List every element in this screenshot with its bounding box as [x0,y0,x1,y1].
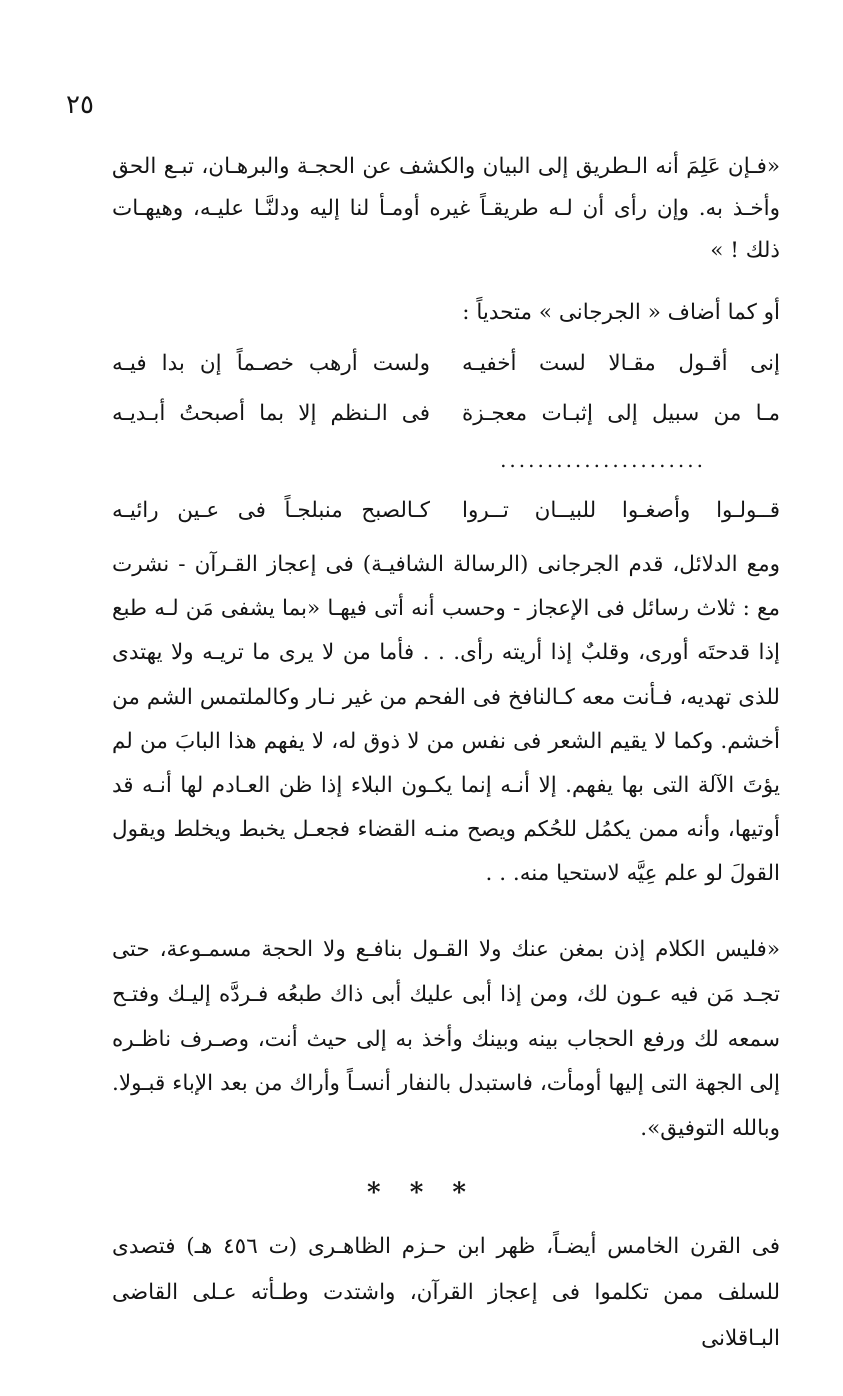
quote-paragraph-3: «فليس الكلام إذن بمغن عنك ولا القـول بنافـع ولا الحجة مسمـوعة، حتى تجـد مَن فيه عـون لك، ومن إذا أبى عليك أبى ذاك طبعُه فـردَّه إليـك وفتـح سمعه لك ورفع الحجاب بينه وبينك وأخذ به إلى حيث أنت، وصـرف ناظـره إلى الجهة التى إليها أومأت، فاستبدل بالنفار أنسـاً وأراك من بعد الإباء قبـولا. وبالله التوفيق». [112,937,780,1142]
poem-verse [112,339,780,389]
body-paragraph-4: فى القرن الخامس أيضـاً، ظهر ابن حـزم الظاهـرى (ت ٤٥٦ هـ) فتصدى للسلف ممن تكلموا فى إعجاز القرآن، واشتدت وطـأته عـلى القاضى البـاقلانى [112,1234,781,1351]
body-paragraph-2: ومع الدلائل، قدم الجرجانى (الرسالة الشافيـة) فى إعجاز القـرآن - نشرت مع : ثلاث رسائل فى الإعجاز - وحسب أنه أتى فيهـا «بما يشفى مَن لـه طبع إذا قدحتَه أورى، وقلبٌ إذا أريته رأى. . . فأما من لا يرى ما تريـه ولا يهتدى للذى تهديه، فـأنت معه كـالنافخ فى الفحم من غير نـار وكالملتمس الشم من أخشم. وكما لا يقيم الشعر فى نفس من لا ذوق له، لا يفهم هذا البابَ من لم يؤتَ الآلة التى بها يفهم. إلا أنـه إنما يكـون البلاء إذا ظن العـادم لها أنـه قد أوتيها، وأنه ممن يكمُل للحُكم ويصح منـه القضاء فجعـل يخبط ويخلط ويقول القولَ لو علم عِيَّه لاستحيا منه. . . [112,552,780,887]
poem-verse [112,389,780,439]
verse-first-hemistich: إنى أقـول مقـالا لست أخفيـه [462,351,780,376]
verse-second-hemistich: كـالصبح منبلجـاً فى عـين رائيـه [112,498,430,523]
poem-verses [112,339,780,439]
section-separator: * * * [367,1178,476,1208]
omission-ellipsis: ...................... [500,448,706,472]
verse-second-hemistich: فى الـنظم إلا بما أصبحتُ أبـديـه [112,401,430,426]
verse-second-hemistich: ولست أرهب خصـماً إن بدا فيـه [112,351,430,376]
poem-verse-last [112,486,780,536]
verse-intro-line: أو كما أضاف « الجرجانى » متحدياً : [462,300,780,325]
quote-paragraph-1: «فـإن عَلِمَ أنه الـطريق إلى البيان والكشف عن الحجـة والبرهـان، تبـع الحق وأخـذ به. وإن رأى أن لـه طريقـاً غيره أومـأ لنا إليه ودلنَّـا عليـه، وهيهـات ذلك ! » [112,154,780,263]
page-number: ٢٥ [66,90,94,120]
verse-first-hemistich: مـا من سبيل إلى إثبـات معجـزة [462,401,780,426]
verse-first-hemistich: قــولـوا وأصغـوا للبيــان تــروا [462,498,780,523]
